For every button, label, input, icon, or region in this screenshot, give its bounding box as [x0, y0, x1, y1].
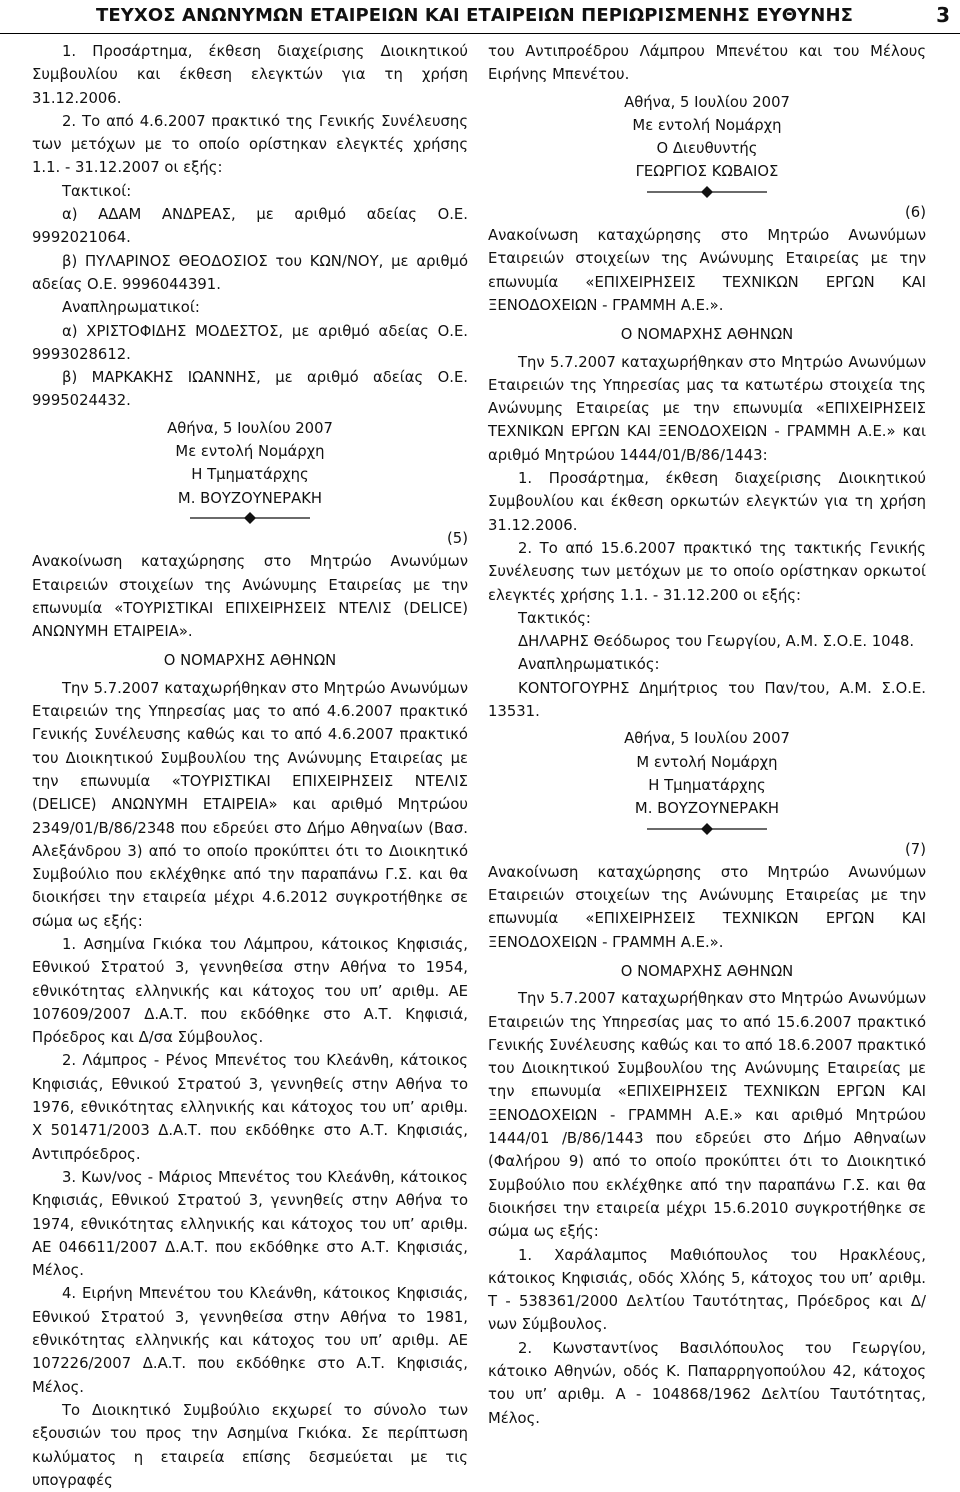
signature-line: Η Τμηματάρχης	[648, 776, 766, 794]
paragraph: 2. Το από 4.6.2007 πρακτικό της Γενικής Συνέλευσης των μετόχων με το οποίο ορίστηκαν ελεγκτές χρήσης 1.1. - 31.12.2007 οι εξής:	[32, 112, 468, 177]
paragraph: Την 5.7.2007 καταχωρήθηκαν στο Μητρώο Ανωνύμων Εταιρειών της Υπηρεσίας μας το από 15.6.2007 πρακτικό Γενικής Συνέλευσης καθώς και το από 18.6.2007 πρακτικό του Διοικητικού Συμβουλίου της Ανώνυμης Εταιρείας με την επωνυμία «ΕΠΙΧΕΙΡΗΣΕΙΣ ΤΕΧΝΙΚΩΝ ΕΡΓΩΝ ΚΑΙ ΞΕΝΟΔΟΧΕΙΩΝ - ΓΡΑΜΜΗ Α.Ε.» και αριθμό Μητρώου 1444/01 /Β/86/1443 που εδρεύει στο Δήμο Αθηναίων (Φαλήρου 9) από το οποίο προκύπτει ότι το Διοικητικό Συμβούλιο που εκλέχθηκε από την παραπάνω Γ.Σ. και θα διοικήσει την εταιρεία μέχρι 15.6.2010 συγκροτήθηκε σε σώμα ως εξής:	[488, 990, 926, 1241]
separator-ornament	[190, 512, 310, 524]
paragraph: Αναπληρωματικοί:	[62, 299, 200, 317]
authority-heading: Ο ΝΟΜΑΡΧΗΣ ΑΘΗΝΩΝ	[163, 652, 337, 670]
paragraph: Την 5.7.2007 καταχωρήθηκαν στο Μητρώο Ανωνύμων Εταιρειών της Υπηρεσίας μας το από 4.6.2007 πρακτικό Γενικής Συνέλευσης καθώς και το από 4.6.2007 πρακτικό του Διοικητικού Συμβουλίου της Ανώνυμης Εταιρείας με την επωνυμία «ΤΟΥΡΙΣΤΙΚΑΙ ΕΠΙΧΕΙΡΗΣΕΙΣ ΝΤΕΛΙΣ (DELICE) ΑΝΩΝΥΜΗ ΕΤΑΙΡΕΙΑ» και αριθμό Μητρώου 2349/01/Β/86/2348 που εδρεύει στο Δήμο Αθηναίων (Βασ. Αλεξάνδρου 3) από το οποίο προκύπτει ότι το Διοικητικό Συμβούλιο που εκλέχθηκε από την παραπάνω Γ.Σ. και θα διοικήσει την εταιρεία μέχρι 4.6.2012 συγκροτήθηκε σε σώμα ως εξής:	[32, 679, 468, 930]
paragraph: 2. Το από 15.6.2007 πρακτικό της τακτικής Γενικής Συνέλευσης των μετόχων με το οποίο ορίστηκαν ορκωτοί ελεγκτές χρήσης 1.1. - 31.12.200 οι εξής:	[488, 539, 926, 604]
left-column	[32, 40, 468, 1492]
page-header	[0, 0, 960, 34]
paragraph: 2. Λάμπρος - Ρένος Μπενέτος του Κλεάνθη, κάτοικος Κηφισιάς, Εθνικού Στρατού 3, γεννηθείς στην Αθήνα το 1976, εθνικότητας ελληνικής και κάτοχος του υπ’ αριθμ. Χ 501471/2003 Δ.Α.Τ. που εκδόθηκε στο Α.Τ. Κηφισιάς, Αντιπρόεδρος.	[32, 1052, 468, 1163]
paragraph: 2. Κωνσταντίνος Βασιλόπουλος του Γεωργίου, κάτοικο Αθηνών, οδός Κ. Παπαρρηγοπούλου 42, κάτοχος του υπ’ αριθμ. Α - 104868/1962 Δελτίου Ταυτότητας, Μέλος.	[488, 1339, 926, 1427]
authority-heading: Ο ΝΟΜΑΡΧΗΣ ΑΘΗΝΩΝ	[620, 326, 794, 344]
signature-line: Με εντολή Νομάρχη	[175, 443, 325, 461]
announcement-heading: Ανακοίνωση καταχώρησης στο Μητρώο Ανωνύμων Εταιρειών στοιχείων της Ανώνυμης Εταιρείας με την επωνυμία «ΕΠΙΧΕΙΡΗΣΕΙΣ ΤΕΧΝΙΚΩΝ ΕΡΓΩΝ ΚΑΙ ΞΕΝΟΔΟΧΕΙΩΝ - ΓΡΑΜΜΗ Α.Ε.».	[488, 863, 926, 951]
paragraph: Τακτικοί:	[62, 182, 132, 200]
signature-name: ΓΕΩΡΓΙΟΣ ΚΩΒΑΙΟΣ	[635, 163, 779, 181]
page-number: 3	[936, 3, 950, 27]
paragraph: β) ΜΑΡΚΑΚΗΣ ΙΩΑΝΝΗΣ, με αριθμό αδείας Ο.Ε. 9995024432.	[32, 369, 468, 410]
paragraph: Την 5.7.2007 καταχωρήθηκαν στο Μητρώο Ανωνύμων Εταιρειών της Υπηρεσίας μας τα κατωτέρω στοιχεία της Ανώνυμης Εταιρείας με την επωνυμία «ΕΠΙΧΕΙΡΗΣΕΙΣ ΤΕΧΝΙΚΩΝ ΕΡΓΩΝ ΚΑΙ ΞΕΝΟΔΟΧΕΙΩΝ - ΓΡΑΜΜΗ Α.Ε.» και αριθμό Μητρώου 1444/01/Β/86/1443:	[488, 353, 926, 464]
signature-date: Αθήνα, 5 Ιουλίου 2007	[624, 93, 790, 111]
paragraph: α) ΑΔΑΜ ΑΝΔΡΕΑΣ, με αριθμό αδείας Ο.Ε. 9992021064.	[32, 206, 468, 247]
announcement-number: (6)	[905, 203, 926, 221]
right-column	[488, 40, 926, 1430]
paragraph: 4. Ειρήνη Μπενέτου του Κλεάνθη, κάτοικος Κηφισιάς, Εθνικού Στρατού 3, γεννηθείσα στην Αθήνα το 1981, εθνικότητας ελληνικής και κάτοχος του υπ’ αριθμ. ΑΕ 107226/2007 Δ.Α.Τ. που εκδόθηκε στο Α.Τ. Κηφισιάς, Μέλος.	[32, 1285, 468, 1396]
separator-ornament	[647, 823, 767, 835]
paragraph: β) ΠΥΛΑΡΙΝΟΣ ΘΕΟΔΟΣΙΟΣ του ΚΩΝ/ΝΟΥ, με αριθμό αδείας Ο.Ε. 9996044391.	[32, 252, 468, 293]
paragraph: Τακτικός:	[518, 609, 591, 627]
paragraph: 1. Ασημίνα Γκιόκα του Λάμπρου, κάτοικος Κηφισιάς, Εθνικού Στρατού 3, γεννηθείσα στην Αθήνα το 1954, εθνικότητας ελληνικής και κάτοχος του υπ’ αριθμ. ΑΕ 107609/2007 Δ.Α.Τ. που εκδόθηκε στο Α.Τ. Κηφισιά, Πρόεδρος και Δ/σα Σύμβουλος.	[32, 935, 468, 1047]
paragraph: ΚΟΝΤΟΓΟΥΡΗΣ Δημήτριος του Παν/του, Α.Μ. Σ.Ο.Ε. 13531.	[488, 679, 926, 721]
paragraph: Αναπληρωματικός:	[518, 656, 660, 674]
signature-date: Αθήνα, 5 Ιουλίου 2007	[624, 730, 790, 748]
announcement-number: (5)	[447, 529, 468, 547]
paragraph: 1. Προσάρτημα, έκθεση διαχείρισης Διοικητικού Συμβουλίου και έκθεση ορκωτών ελεγκτών για τη χρήση 31.12.2006.	[488, 470, 926, 534]
paragraph: Το Διοικητικό Συμβούλιο εκχωρεί το σύνολο των εξουσιών του προς την Ασημίνα Γκιόκα. Σε περίπτωση κωλύματος η εταιρεία επίσης δεσμεύεται με τις υπογραφές	[32, 1401, 468, 1489]
paragraph: του Αντιπροέδρου Λάμπρου Μπενέτου και του Μέλους Ειρήνης Μπενέτου.	[488, 43, 926, 84]
signature-line: Με εντολή Νομάρχη	[632, 116, 782, 134]
announcement-number: (7)	[905, 840, 926, 858]
paragraph: 1. Χαράλαμπος Μαθιόπουλος του Ηρακλέους, κάτοικος Κηφισιάς, οδός Χλόης 5, κάτοχος του υπ’ αριθμ. Τ - 538361/2000 Δελτίου Ταυτότητας, Πρόεδρος και Δ/νων Σύμβουλος.	[488, 1246, 926, 1334]
authority-heading: Ο ΝΟΜΑΡΧΗΣ ΑΘΗΝΩΝ	[620, 962, 794, 980]
announcement-heading: Ανακοίνωση καταχώρησης στο Μητρώο Ανωνύμων Εταιρειών στοιχείων της Ανώνυμης Εταιρείας με την επωνυμία «ΕΠΙΧΕΙΡΗΣΕΙΣ ΤΕΧΝΙΚΩΝ ΕΡΓΩΝ ΚΑΙ ΞΕΝΟΔΟΧΕΙΩΝ - ΓΡΑΜΜΗ Α.Ε.».	[488, 227, 926, 314]
signature-name: Μ. ΒΟΥΖΟΥΝΕΡΑΚΗ	[177, 489, 323, 507]
signature-date: Αθήνα, 5 Ιουλίου 2007	[167, 419, 333, 437]
paragraph: α) ΧΡΙΣΤΟΦΙΔΗΣ ΜΟΔΕΣΤΟΣ, με αριθμό αδείας Ο.Ε. 9993028612.	[32, 322, 468, 363]
paragraph: ΔΗΛΑΡΗΣ Θεόδωρος του Γεωργίου, Α.Μ. Σ.Ο.Ε. 1048.	[518, 633, 915, 651]
signature-line: Ο Διευθυντής	[656, 140, 758, 158]
header-title: ΤΕΥΧΟΣ ΑΝΩΝΥΜΩΝ ΕΤΑΙΡΕΙΩΝ ΚΑΙ ΕΤΑΙΡΕΙΩΝ ΠΕΡΙΩΡΙΣΜΕΝΗΣ ΕΥΘΥΝΗΣ	[96, 5, 854, 26]
paragraph: 1. Προσάρτημα, έκθεση διαχείρισης Διοικητικού Συμβουλίου και έκθεση ελεγκτών για τη χρήση 31.12.2006.	[32, 43, 468, 107]
signature-name: Μ. ΒΟΥΖΟΥΝΕΡΑΚΗ	[634, 800, 780, 818]
signature-line: Μ εντολή Νομάρχη	[636, 753, 778, 771]
announcement-heading: Ανακοίνωση καταχώρησης στο Μητρώο Ανωνύμων Εταιρειών στοιχείων της Ανώνυμης Εταιρείας με την επωνυμία «ΤΟΥΡΙΣΤΙΚΑΙ ΕΠΙΧΕΙΡΗΣΕΙΣ ΝΤΕΛΙΣ (DELICE) ΑΝΩΝΥΜΗ ΕΤΑΙΡΕΙΑ».	[32, 553, 468, 641]
signature-line: Η Τμηματάρχης	[191, 466, 309, 484]
paragraph: 3. Κων/νος - Μάριος Μπενέτος του Κλεάνθη, κάτοικος Κηφισιάς, Εθνικού Στρατού 3, γεννηθείς στην Αθήνα το 1974, εθνικότητας ελληνικής και κάτοχος του υπ’ αριθμ. ΑΕ 046611/2007 Δ.Α.Τ. που εκδόθηκε στο Α.Τ. Κηφισιάς, Μέλος.	[32, 1168, 468, 1280]
separator-ornament	[647, 186, 767, 198]
